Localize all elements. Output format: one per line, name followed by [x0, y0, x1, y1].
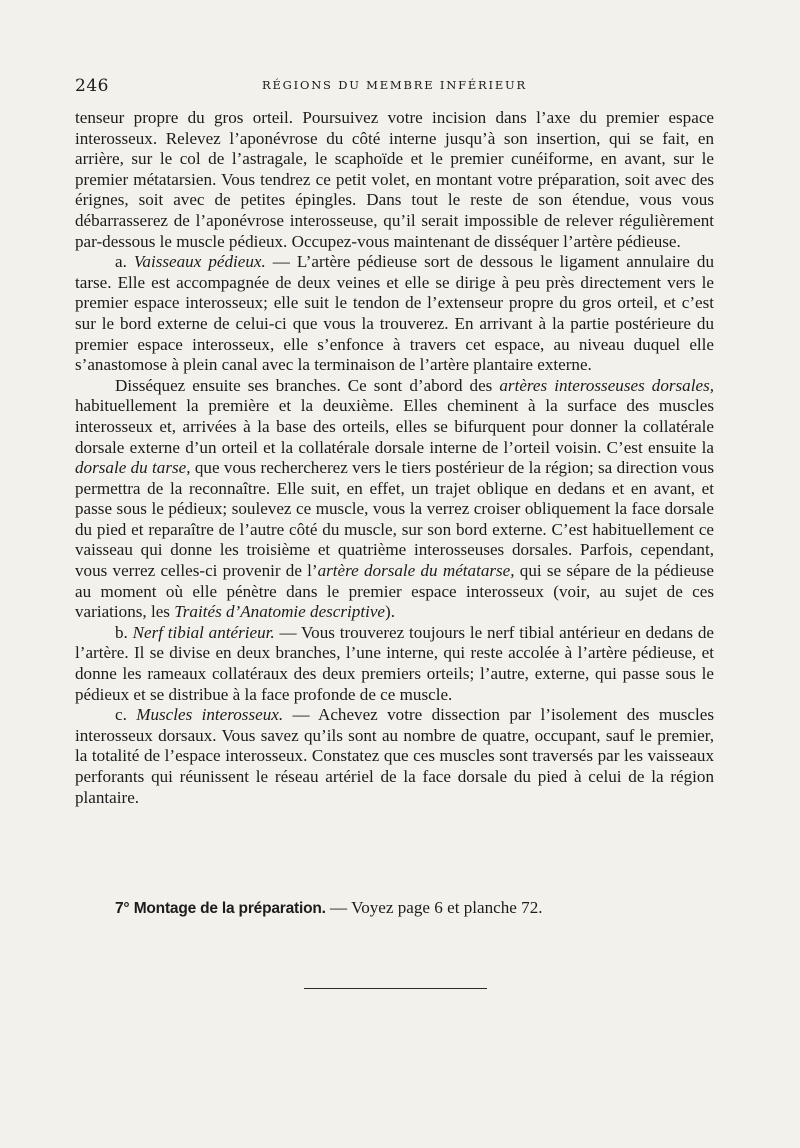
paragraph-nerf-tibial	[75, 623, 714, 705]
montage-text: — Voyez page 6 et planche 72.	[325, 898, 543, 917]
paragraph-muscles-interosseux	[75, 705, 714, 808]
montage-line	[115, 898, 715, 919]
section-title-muscles-interosseux: Muscles interosseux.	[136, 705, 284, 725]
page-number: 246	[75, 76, 109, 96]
branches-text-4: qui se sépare de la pédieuse au moment où elle pénètre dans le premier espace interosseux (voir, au sujet de ces variations, les	[75, 561, 714, 622]
montage-title: Montage de la préparation.	[133, 900, 326, 917]
section-title-vaisseaux-pedieux: Vaisseaux pédieux.	[133, 252, 266, 272]
section-text-nerf-tibial: — Vous trouverez toujours le nerf tibial antérieur en dedans de l’artère. Il se divise en deux branches, l’une interne, qui reste accolée à l’artère pédieuse, et donne les rameaux collatéraux des deux premiers orteils; l’autre, externe, qui passe sous le pédieux et se distribue à la face profonde de ce muscle.	[75, 622, 714, 704]
section-text-muscles-interosseux: — Achevez votre dissection par l’isolement des muscles interosseux dorsaux. Vous savez qu’ils sont au nombre de quatre, occupant, sauf le premier, la totalité de l’espace interosseux. Constatez que ces muscles sont traversés par les vaisseaux perforants qui réunissent le réseau artériel de la face dorsale du pied à celui de la région plantaire.	[75, 705, 714, 807]
term-traites-anatomie: Traités d’Anatomie descriptive	[174, 602, 386, 622]
term-artere-dorsale-metatarse: artère dorsale du métatarse,	[317, 561, 515, 581]
branches-text-3: que vous rechercherez vers le tiers postérieur de la région; sa direction vous permettra de la reconnaître. Elle suit, en effet, un trajet oblique en dedans et en avant, et passe sous le pédieux; soulevez ce muscle, vous la verrez croiser obliquement la face dorsale du pied et reparaître de l’autre côté du muscle, sur son bord externe. C’est habituellement ce vaisseau qui donne les troisième et quatrième interosseuses dorsales. Parfois, cependant, vous verrez celles-ci provenir de l’	[75, 458, 715, 581]
montage-number: 7°	[115, 900, 130, 917]
section-label-b: b.	[115, 622, 128, 642]
page-header	[75, 76, 714, 96]
body-text	[75, 108, 714, 808]
section-label-a: a.	[115, 252, 127, 272]
section-title-nerf-tibial: Nerf tibial antérieur.	[132, 622, 275, 642]
term-arteres-interosseuses: artères interosseuses dorsales,	[499, 375, 714, 395]
paragraph-vaisseaux-pedieux	[75, 252, 714, 376]
section-label-c: c.	[115, 705, 127, 725]
paragraph-branches	[75, 376, 714, 623]
branches-text-1: Disséquez ensuite ses branches. Ce sont d’abord des	[115, 375, 500, 395]
branches-text-5: ).	[385, 602, 395, 622]
running-title: RÉGIONS DU MEMBRE INFÉRIEUR	[261, 78, 527, 92]
branches-text-2: habituellement la première et la deuxième. Elles cheminent à la surface des muscles interosseux et, arrivées à la base des orteils, elles se bifurquent pour donner la collatérale dorsale externe d’un orteil et la collatérale dorsale interne de l’orteil voisin. C’est ensuite la	[75, 396, 714, 457]
section-divider	[304, 988, 487, 989]
paragraph-continuation: tenseur propre du gros orteil. Poursuivez votre incision dans l’axe du premier espace interosseux. Relevez l’aponévrose du côté interne jusqu’à son insertion, qui se fait, en arrière, sur le col de l’astragale, le scaphoïde et le premier cunéiforme, en avant, sur le premier métatarsien. Vous tendrez ce petit volet, en montant votre préparation, soit avec des érignes, soit avec de petites épingles. Dans tout le reste de son étendue, vous vous débarrasserez de l’aponévrose interosseuse, qu’il serait impossible de relever régulièrement par-dessous le muscle pédieux. Occupez-vous maintenant de disséquer l’artère pédieuse.	[75, 108, 714, 251]
section-text-vaisseaux-pedieux: — L’artère pédieuse sort de dessous le ligament annulaire du tarse. Elle est accompagnée de deux veines et elle se dirige à peu près directement vers le premier espace interosseux; elle suit le tendon de l’extenseur propre du gros orteil, et c’est sur le bord externe de celui-ci que vous la trouverez. En arrivant à la partie postérieure du premier espace interosseux, elle s’enfonce à travers cet espace, au niveau duquel elle s’anastomose à plein canal avec la terminaison de l’artère plantaire externe.	[75, 252, 714, 375]
term-dorsale-du-tarse: dorsale du tarse,	[75, 458, 191, 478]
